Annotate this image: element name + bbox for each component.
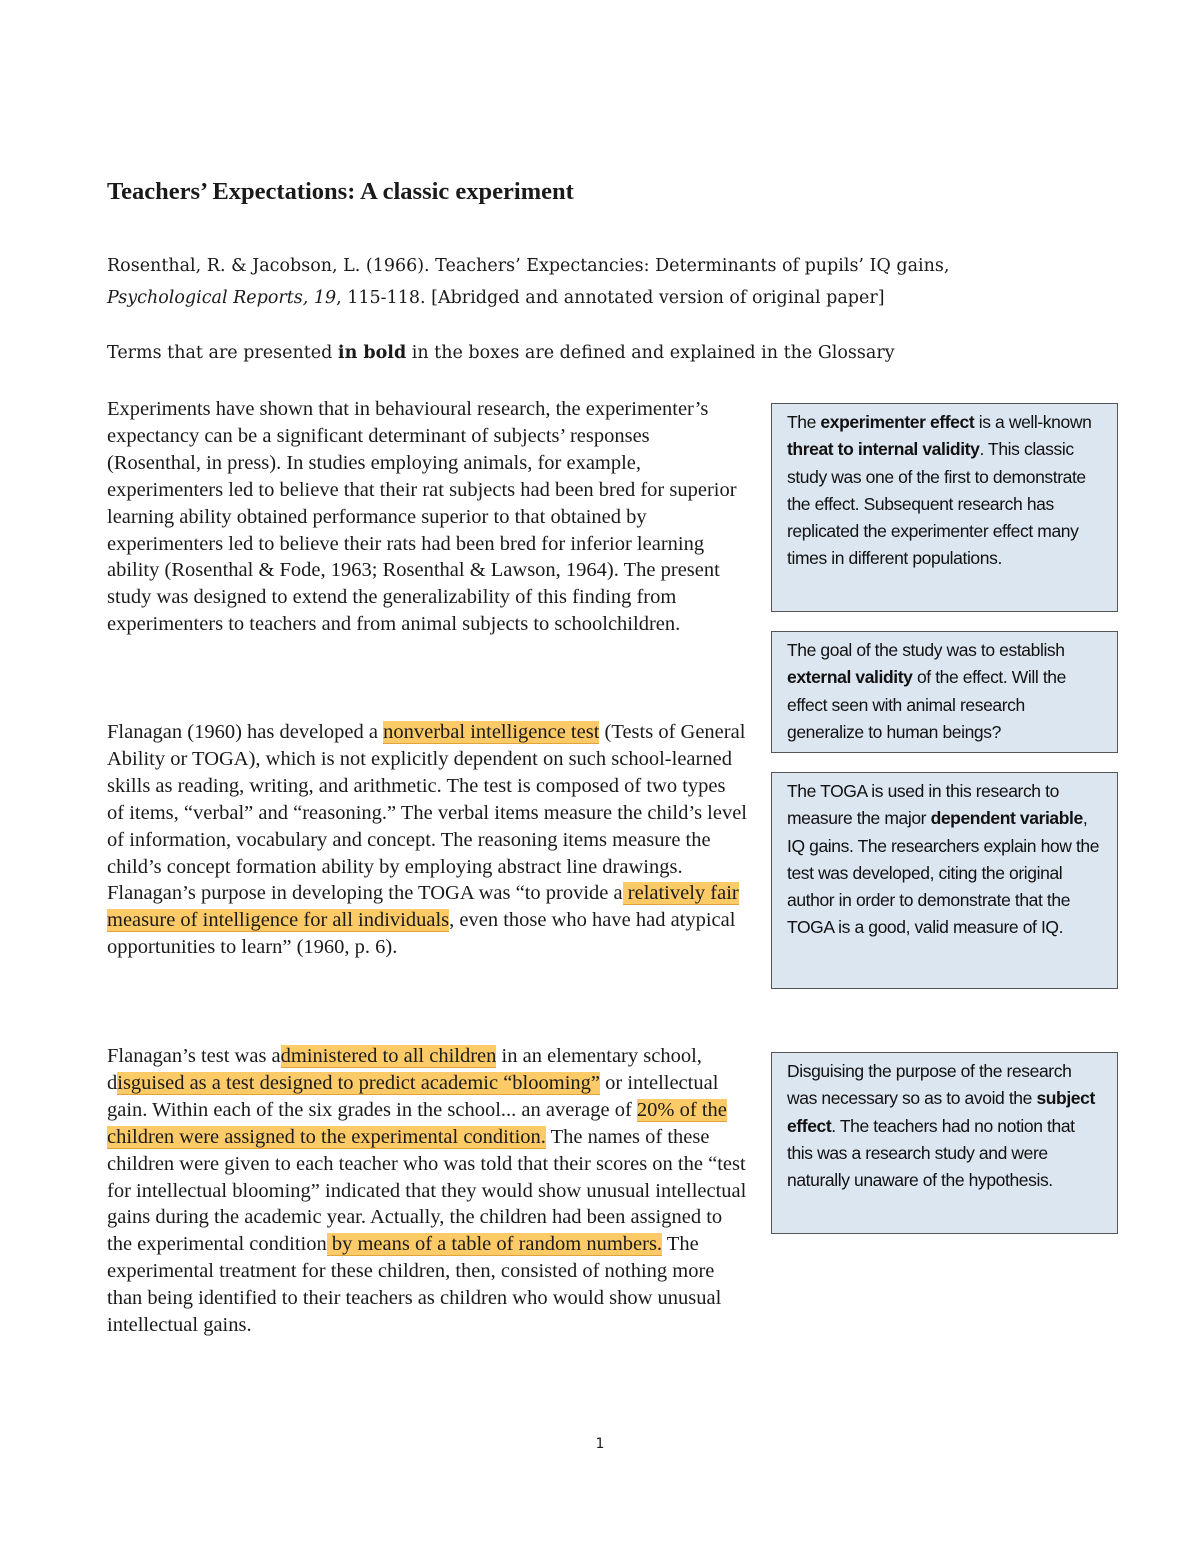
highlighted-text: isguised as a test designed to predict academic “blooming” <box>117 1071 600 1094</box>
glossary-note <box>107 343 895 363</box>
glossary-note-bold: in bold <box>337 343 407 363</box>
citation-authors: Rosenthal, R. & Jacobson, L. (1966). Teachers’ Expectancies: Determinants of pupils’ IQ gains, <box>107 256 950 276</box>
box-text: . The teachers had no notion that this was a research study and were naturally unaware of the hypothesis. <box>787 1115 1075 1191</box>
box-text: The <box>787 412 821 432</box>
annotation-box-external-validity <box>771 631 1118 753</box>
glossary-term: experimenter effect <box>820 412 975 432</box>
page-number: 1 <box>595 1436 605 1452</box>
paragraph-text: (Tests of General Ability or TOGA), which is not explicitly dependent on such school-learned skills as reading, writing, and arithmetic. The test is composed of two types of items, “verbal” and “reasoning.” The verbal items measure the child’s level of information, vocabulary and concept. The reasoning items measure the child’s concept formation ability by employing abstract line drawings. Flanagan’s purpose in developing the TOGA was “to provide a <box>107 721 748 905</box>
highlighted-text: 20% of the children were assigned to the experimental condition. <box>107 1098 727 1148</box>
citation-note: [Abridged and annotated version of original paper] <box>431 288 885 308</box>
highlighted-text: nonverbal intelligence test <box>383 721 600 743</box>
annotation-box-experimenter-effect <box>771 403 1118 612</box>
paragraph-text: in an elementary school, d <box>107 1045 702 1094</box>
box-text: is a well-known <box>974 412 1092 432</box>
paragraph-text: , even those who have had atypical opportunities to learn” (1960, p. 6). <box>107 909 736 959</box>
document-title: Teachers’ Expectations: A classic experiment <box>107 178 574 205</box>
paragraph-3 <box>107 1043 747 1339</box>
highlighted-text: relatively fair measure of intelligence for all individuals <box>107 882 739 932</box>
glossary-note-after: in the boxes are defined and explained in the Glossary <box>406 343 895 363</box>
paragraph-text: Experiments have shown that in behavioural research, the experimenter’s expectancy can be a significant determinant of subjects’ responses (Rosenthal, in press). In studies employing animals, for example, experimenters led to believe that their rat subjects had been bred for superior learning ability obtained performance superior to that obtained by experimenters led to believe their rats had been bred for inferior learning ability (Rosenthal & Fode, 1963; Rosenthal & Lawson, 1964). The present study was designed to extend the generalizability of this finding from experimenters to teachers and from animal subjects to schoolchildren. <box>107 398 737 636</box>
paragraph-text: Flanagan (1960) has developed a <box>107 721 384 743</box>
glossary-term: external validity <box>787 667 913 688</box>
glossary-term: subject effect <box>787 1088 1095 1136</box>
highlighted-text: by means of a table of random numbers. <box>326 1233 663 1256</box>
highlighted-text: dministered to all children <box>280 1045 497 1067</box>
glossary-term: threat to internal validity <box>787 439 980 460</box>
annotation-box-subject-effect <box>771 1052 1118 1234</box>
paragraph-text: Flanagan’s test was a <box>107 1045 281 1067</box>
paragraph-1 <box>107 396 747 638</box>
paragraph-text: The names of these children were given to each teacher who was told that their scores on the “test for intellectual blooming” indicated that they would show unusual intellectual gains during the academic year. Actually, the children had been assigned to the experimental condition <box>107 1125 747 1256</box>
paragraph-text: or intellectual gain. Within each of the six grades in the school... an average of <box>107 1071 719 1121</box>
box-text: The goal of the study was to establish <box>787 640 1065 660</box>
citation-journal: Psychological Reports, 19 <box>107 288 337 308</box>
glossary-note-before: Terms that are presented <box>107 343 338 363</box>
paragraph-text: The experimental treatment for these children, then, consisted of nothing more than being identified to their teachers as children who would show unusual intellectual gains. <box>107 1233 722 1337</box>
box-text: Disguising the purpose of the research was necessary so as to avoid the <box>787 1061 1072 1109</box>
box-text: The TOGA is used in this research to measure the major <box>787 781 1059 829</box>
paragraph-2 <box>107 719 747 961</box>
box-text: . This classic study was one of the first to demonstrate the effect. Subsequent research has replicated the experimenter effect many times in different populations. <box>787 439 1086 569</box>
glossary-term: dependent variable <box>930 808 1083 829</box>
annotation-box-dependent-variable <box>771 772 1118 989</box>
box-text: of the effect. Will the effect seen with animal research generalize to human beings? <box>787 667 1066 742</box>
citation-pages: , 115-118. <box>336 288 432 308</box>
box-text: , IQ gains. The researchers explain how the test was developed, citing the original author in order to demonstrate that the TOGA is a good, valid measure of IQ. <box>787 808 1100 938</box>
citation <box>107 250 1067 314</box>
